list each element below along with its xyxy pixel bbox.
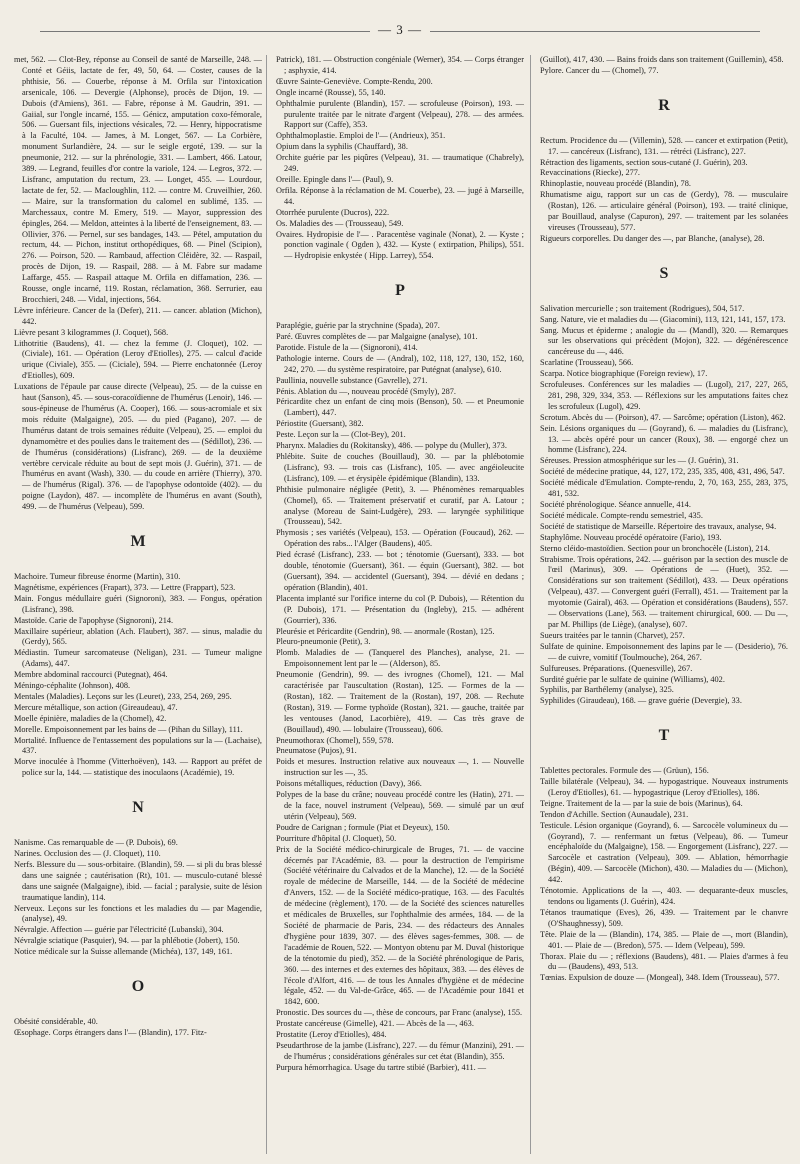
index-entry: Paraplégie, guérie par la strychnine (Spada), 207. — [276, 321, 440, 331]
index-entry: Lièvre pesant 3 kilogrammes (J. Coquet), 568. — [14, 327, 169, 337]
index-entry: Main. Fongus médullaire guéri (Signoroni), 383. — Fongus, opération (Lisfranc), 398. — [14, 593, 262, 614]
index-entry: Pneumonie (Gendrin), 99. — des ivrognes (Chomel), 121. — Mal caractérisée par l'auscultation (Rostan), 125. — Formes de la — (Rostan), 182. — Traitement de la (Rostan), 197, 208. — Rechute (Rostan), 319. — Forme typhoïde (Rostan), 321. — gauche, traitée par les ventouses (Janod, Lacorbière), 419. — Cas très grave de (Bouillaud), 490. — lobulaire (Trousseau), 606. — [276, 670, 524, 734]
index-column-2 — [276, 55, 524, 1158]
index-entry: Strabisme. Trois opérations, 242. — guérison par la section des muscle de l'œil (Marinus), 309. — Opérations de — (Huet), 352. — Considérations sur son traitement (Sédillot), 433. — Deux opérations (Velpeau), 437. — Convergent guéri (Ferrall), 451. — Traitement par la myotomie (Gairal), 463. — Opération et considérations (Baudens), 557. — Observations (Lane), 563. — traitement chirurgical, 600. — Du —, par M. Phillips (de Liège), (analyse), 607. — [540, 554, 788, 629]
index-entry: Thorax. Plaie du — ; réflexions (Baudens), 481. — Plaies d'armes à feu du — (Baudens), 493, 513. — [540, 951, 788, 972]
index-entry: Pourriture d'hôpital (J. Cloquet), 50. — [276, 833, 397, 843]
page-header — [0, 22, 800, 38]
index-entry: Purpura hémorrhagica. Usage du tartre stibié (Barbier), 411. — — [276, 1062, 487, 1072]
index-entry: Tendon d'Achille. Section (Aunaudale), 231. — [540, 809, 689, 819]
index-entry: Société de médecine pratique, 44, 127, 172, 235, 335, 408, 431, 496, 547. — [540, 467, 785, 477]
index-entry: Médiastin. Tumeur sarcomateuse (Neligan), 231. — Tumeur maligne (Adams), 447. — [14, 648, 262, 669]
index-entry: Nanisme. Cas remarquable de — (P. Dubois), 69. — [14, 838, 178, 848]
index-entry: Scrofuleuses. Conférences sur les maladies — (Lugol), 217, 227, 265, 281, 298, 329, 334, 353. — Réflexions sur les amputations faites chez les scrofuleux (Lugol), 429. — [540, 380, 788, 411]
index-entry: Société médicale d'Emulation. Compte-rendu, 2, 70, 163, 255, 283, 375, 481, 532. — [540, 478, 788, 499]
index-entry: Prostatite (Leroy d'Etiolles), 484. — [276, 1030, 387, 1040]
index-entry: Otorrhée purulente (Ducros), 222. — [276, 207, 390, 217]
index-entry: Sulfate de quinine. Empoisonnement des lapins par le — (Desiderio), 76. — de cuivre, vomitif (Toulmouche), 264, 267. — [540, 641, 788, 662]
index-entry: Sein. Lésions organiques du — (Goyrand), 6. — maladies du (Lisfranc), 13. — abcès opéré pour un cancer (Roux), 38. — engorgé chez un homme (Lisfranc), 224. — [540, 423, 788, 455]
index-entry: Pronostic. Des sources du —, thèse de concours, par Franc (analyse), 155. — [276, 1008, 523, 1018]
index-entry: (Guillot), 417, 430. — Bains froids dans son traitement (Guillemin), 458. — [540, 55, 784, 64]
index-entry: Peste. Leçon sur la — (Clot-Bey), 201. — [276, 430, 406, 440]
index-entry: Pleuro-pneumonie (Petit), 3. — [276, 637, 371, 647]
index-entry: Testicule. Lésion organique (Goyrand), 6. — Sarcocèle volumineux du — (Goyrand), 7. — renfermant un fœtus (Velpeau), 86. — Tumeur encéphaloïde du (Malgaigne), 158. — Engorgement (Lisfranc), 227. — Sarcocèle et castration (Velpeau), 309. — Ablation, hémorrhagie (Bégin), 409. — Sarcocèle (Michon), 430. — Maladies du — (Michon), 442. — [540, 820, 788, 885]
index-entry: Moelle épinière, maladies de la (Chomel), 42. — [14, 713, 167, 723]
index-entry: Plomb. Maladies de — (Tanquerel des Planches), analyse, 21. — Empoisonnement lent par le — (Alderson), 85. — [276, 648, 524, 669]
section-letter-p: P — [395, 282, 405, 300]
section-letter-m: M — [130, 533, 146, 551]
column-divider-2 — [530, 55, 531, 1154]
index-entry: Scrotum. Abcès du — (Poirson), 47. — Sarcôme; opération (Liston), 462. — [540, 412, 786, 422]
column-divider-1 — [266, 55, 267, 1154]
index-entry: Ovaires. Hydropisie de l'— . Paracentèse vaginale (Nonat), 2. — Kyste ; ponction vaginale ( Ogden ), 432. — Kyste ( extirpation, Philips), 551. — Hydropisie enkystée ( Hipp. Larrey), 554. — [276, 229, 524, 261]
header-rule-left — [40, 31, 370, 32]
index-entry: Poids et mesures. Instruction relative aux nouveaux —, 1. — Nouvelle instruction sur les —, 35. — [276, 757, 524, 778]
index-entry: Rétraction des ligaments, section sous-cutané (J. Guérin), 203. — [540, 157, 748, 167]
index-entry: Mastoïde. Carie de l'apophyse (Signoroni), 214. — [14, 615, 174, 625]
index-entry: Société phrénologique. Séance annuelle, 414. — [540, 500, 691, 509]
index-entry: Salivation mercurielle ; son traitement (Rodrigues), 504, 517. — [540, 303, 745, 313]
page-number: — 3 — — [378, 22, 422, 37]
index-entry: Méningo-céphalite (Johnson), 408. — [14, 681, 131, 691]
index-entry: Sang. Nature, vie et maladies du — (Giacomini), 113, 121, 141, 157, 173. — [540, 314, 786, 324]
index-entry: Staphylôme. Nouveau procédé opératoire (Fario), 193. — [540, 532, 722, 542]
index-entry: Ténotomie. Applications de la —, 403. — dequarante-deux muscles, tendons ou ligaments (J. Guérin), 424. — [540, 886, 788, 906]
index-entry: Rhumatisme aigu, rapport sur un cas de (Gerdy), 78. — musculaire (Rostan), 126. — articulaire général (Poirson), 193. — traité clinique, par Bouillaud, analyse (Capuron), 297. — traitement par les solanées vireuses (Trousseau), 577. — [540, 190, 788, 232]
index-entry: Ongle incarné (Rousse), 55, 140. — [276, 87, 386, 97]
index-entry: Notice médicale sur la Suisse allemande (Michéa), 137, 149, 161. — [14, 947, 233, 957]
index-entry: Os. Maladies des — (Trousseau), 549. — [276, 218, 404, 228]
index-entry: Pharynx. Maladies du (Rokitansky), 486. — polype du (Muller), 373. — [276, 441, 507, 451]
index-entry: Sulfureuses. Préparations. (Quenesville), 267. — [540, 663, 693, 673]
index-entry: Surdité guérie par le sulfate de quinine (Williams), 402. — [540, 674, 725, 684]
index-entry: Tête. Plaie de la — (Blandin), 174, 385. — Plaie de —, mort (Blandin), 401. — Plaie de — (Bredon), 575. — Idem (Velpeau), 599. — [540, 929, 788, 950]
section-letter-n: N — [132, 799, 144, 817]
index-entry: Œsophage. Corps étrangers dans l'— (Blandin), 177. Fitz- — [14, 1027, 207, 1037]
index-entry: Pleurésie et Péricardite (Gendrin), 98. — anormale (Rostan), 125. — [276, 626, 495, 636]
index-entry: Pneumothorax (Chomel), 559, 578. — [276, 735, 394, 745]
index-entry: Membre abdominal raccourci (Putegnat), 464. — [14, 670, 168, 680]
section-letter-r: R — [658, 96, 670, 114]
index-entry: Obésité considérable, 40. — [14, 1016, 98, 1026]
index-entry: Luxations de l'épaule par cause directe (Velpeau), 25. — de la cuisse en haut (Sanson), 45. — sous-coracoïdienne de l'humérus (Lenoir), 146. — sous-épineuse de l'humérus (A. Cooper), 166. — sous-acromiale et six mois réduite (Malgaigne), 205. — du pied (Pagano), 207. — de l'humérus datant de trois semaines réduite (Velpeau), 25. — emploi du dynamomètre et des poulies dans le traitement des — (Sédillot), 236. — de l'humérus (considérations) (Lisfranc), 269. — de la deuxième vertèbre cervicale réduite au bout de sept mois (J. Guérin), 371. — de l'humérus en avant (Wash), 330. — du coude en arrière (Thierry), 370. — de l'humérus (Rigal). 376. — de l'apophyse odontoïde (402). — du poigne (Laydon), 487. — incomplète de l'humérus en avant (South), 499. — de l'humérus (Velpeau), 599. — [14, 382, 262, 512]
section-letter-t: T — [658, 727, 670, 745]
index-entry: Taille bilatérale (Velpeau), 34. — hypogastrique. Nouveaux instruments (Leroy d'Etiolles), 61. — hypogastrique (Leroy d'Etiolles), 186. — [540, 777, 788, 797]
index-entry: Orchite guérie par les piqûres (Velpeau), 31. — traumatique (Chabrely), 249. — [276, 153, 524, 174]
index-entry: Magnétisme, expériences (Frapart), 373. — Lettre (Frappart), 523. — [14, 582, 236, 592]
index-entry: Pseudarthrose de la jambe (Lisfranc), 227. — du fémur (Manzini), 291. — de l'humérus ; considérations générales sur cet état (Blandin), 355. — [276, 1040, 524, 1061]
index-entry: Pathologie interne. Cours de — (Andral), 102, 118, 127, 130, 152, 160, 242, 270. — du système respiratoire, par Putégnat (analyse), 610. — [276, 353, 524, 374]
index-entry: Rectum. Procidence du — (Villemin), 528. — cancer et extirpation (Petit), 17. — cancéreux (Lisfranc), 131. — rétréci (Lisfranc), 227. — [540, 135, 788, 156]
index-column-3 — [540, 55, 788, 1158]
index-entry: Mercure métallique, son action (Gireaudeau), 47. — [14, 702, 178, 712]
index-entry: Poudre de Carignan ; formule (Piat et Deyeux), 150. — [276, 822, 450, 832]
index-entry: Nerveux. Leçons sur les fonctions et les maladies du — par Magendie, (analyse), 49. — [14, 903, 262, 924]
index-entry: Tétanos traumatique (Eves), 26, 439. — Traitement par le chanvre (O'Shaughnessy), 509. — [540, 907, 788, 928]
index-entry: Prostate cancéreuse (Gimelle), 421. — Abcès de la —, 463. — [276, 1019, 474, 1029]
index-entry: Morelle. Empoisonnement par les bains de — (Pihan du Sillay), 111. — [14, 724, 243, 734]
index-entry: Syphilis, par Barthélemy (analyse), 325. — [540, 685, 674, 695]
index-entry: Séreuses. Pression atmosphérique sur les — (J. Guérin), 31. — [540, 456, 739, 466]
index-entry: Morve inoculée à l'homme (Vitterhoëven), 143. — Rapport au préfet de police sur la, 144. — statistique des inoculaons (Académie), 19. — [14, 757, 262, 778]
index-entry: Sterno cléido-mastoïdien. Section pour un bronchocèle (Liston), 214. — [540, 543, 770, 553]
index-entry: Phymosis ; ses variétés (Velpeau), 153. — Opération (Foucaud), 262. — Opération des rabs... l'Alger (Baudens), 405. — [276, 528, 524, 549]
index-column-1 — [14, 55, 262, 1158]
index-entry: Sang. Mucus et épiderme ; analogie du — (Mandl), 320. — Remarques sur les observations qui précèdent (Mojon), 322. — dégénérescence cancéreuse du —, 446. — [540, 325, 788, 357]
index-entry: Maxillaire supérieur, ablation (Ach. Flaubert), 387. — sinus, maladie du (Gerdy), 565. — [14, 626, 262, 647]
index-entry: Patrick), 181. — Obstruction congéniale (Werner), 354. — Corps étranger ; asphyxie, 414. — [276, 55, 524, 75]
index-entry: Ophthalmie purulente (Blandin), 157. — scrofuleuse (Poirson), 193. — purulente traitée par le nitrate d'argent (Velpeau), 278. — des armées. Rapport sur (Caffe), 353. — [276, 98, 524, 130]
index-entry: Lèvre inférieure. Cancer de la (Defer), 211. — cancer. ablation (Michon), 442. — [14, 305, 262, 326]
index-entry: Polypes de la base du crâne; nouveau procédé contre les (Hatin), 271. — de la face, nouvel instrument (Velpeau), 569. — simulé par un œuf utérin (Velpeau), 569. — [276, 790, 524, 821]
index-entry: Phthisie pulmonaire négligée (Petit), 3. — Phénomènes remarquables (Chomel), 65. — Traitement préservatif et curatif, par A. Latour ; analyse (Moreau de Saint-Ludgère), 293. — laryngée syphilitique (Trousseau), 542. — [276, 484, 524, 527]
index-entry: Tœnias. Expulsion de douze — (Mongeal), 348. Idem (Trousseau), 577. — [540, 973, 780, 983]
index-entry: Névralgie. Affection — guérie par l'électricité (Lubanski), 304. — [14, 925, 224, 935]
index-entry: Mentales (Maladies). Leçons sur les (Leuret), 233, 254, 269, 295. — [14, 691, 232, 701]
index-entry: Paullinia, nouvelle substance (Gavrelle), 271. — [276, 375, 428, 385]
section-letter-o: O — [131, 978, 145, 996]
index-entry: Œuvre Sainte-Geneviève. Compte-Rendu, 200. — [276, 76, 433, 86]
index-entry: met, 562. — Clot-Bey, réponse au Conseil de santé de Marseille, 248. — Conté et Géiis, lactate de fer, 49, 50, 64. — Coster, causes de la phthisie, 56. — Couerbe, réponse à M. Orfila sur l'intoxication arsenicale, 106. — Devergie (Alphonse), procès de Dijon, 19. — Dubois (d'Amiens), 361. — Fabre, réponse à M. Gaudrin, 391. — Gaiial, sur l'ongle incarné, 155. — Génicz, amputation coxo-fémorale, 506. — Guersant fils, injections vésicales, 72. — Henry, hippocratisme à la Faculté, 104. — James, à M. Longet, 567. — La Corbière, monument Surlandière, 24. — sur le seigle ergoté, 139. — sur la pneumonie, 212. — sur la phrénologie, 331. — Lambert, 466. Latour, 389. — Legrand, feuilles d'or contre la variole, 124. — Legros, 372. — Lisfranc, amputation du rectum, 23. — Longet, 455. — Lourdour, lactate de fer, 52. — Macloughlin, 112. — contre M. Cruveilhier, 260. — Maire, sur la transformation du calomel en sublimé, 135. — Marchessaux, contre M. Emery, 519. — Mayor, suppression des épingles, 264. — Meldon, atteintes à la liberté de l'enseignement, 83. — Ollivier, 376. — Pernel, sur ses bandages, 143. — Pétel, amputation du rectum, 44. — Pichon, institut orthopédiques, 68. — Pinel (Scipion), 276. — Poirson, 520. — Rambaud, affection Cléidère, 32. — Raspail, procès de Dijon, 19. — Raspail, 288. — à M. Fabre sur madame Laffarge, 455. — Raspail attaque M. Orfila en diffamation, 236. — Rousse, ongle incarné, 119. Rostan, réclamation, 368. Serrurier, eau Brocchieri, 248. — Vidal, injections, 564. — [14, 55, 262, 304]
index-entry: Lithotritie (Baudens), 41. — chez la femme (J. Cloquet), 102. — (Civiale), 161. — Opération (Leroy d'Etiolles), 275. — calcul d'acide urique (Civiale), 355. — (Ciciale), 594. — Pierre enchatonnée (Leroy d'Etiolles), 609. — [14, 338, 262, 381]
index-entry: Syphilides (Giraudeau), 168. — grave guérie (Devergie), 33. — [540, 696, 742, 706]
header-rule-right — [430, 31, 760, 32]
index-entry: Pied écrasé (Lisfranc), 233. — bot ; ténotomie (Guersant), 333. — bot double, ténotomie (Guersant), 361. — équin (Guersant), 382. — bot (Guersant), 394. — accidentel (Guersant), 394. — dévié en dedans ; opération (Blandin), 401. — [276, 550, 524, 592]
index-entry: Pylore. Cancer du — (Chomel), 77. — [540, 65, 659, 75]
index-entry: Tablettes pectorales. Formule des — (Grüun), 156. — [540, 766, 709, 776]
index-entry: Pénis. Ablation du —, nouveau procédé (Smyly), 287. — [276, 386, 456, 396]
index-entry: Oreille. Epingle dans l'— (Paul), 9. — [276, 174, 394, 184]
index-entry: Teigne. Traitement de la — par la suie de bois (Marinus), 64. — [540, 798, 743, 808]
index-entry: Société de statistique de Marseille. Répertoire des travaux, analyse, 94. — [540, 521, 777, 531]
index-entry: Rhinoplastie, nouveau procédé (Blandin), 78. — [540, 179, 691, 189]
index-entry: Mortalité. Influence de l'entassement des populations sur la — (Lachaise), 437. — [14, 735, 262, 756]
index-entry: Périostite (Guersant), 382. — [276, 419, 364, 429]
index-entry: Société médicale. Compte-rendu semestriel, 435. — [540, 510, 703, 520]
index-entry: Pneumatose (Pujos), 91. — [276, 746, 357, 756]
index-entry: Nerfs. Blessure du — sous-orbitaire. (Blandin), 59. — si pli du bras blessé dans une saignée ; cautérisation (Rt), 101. — musculo-cutané blessé dans une saignée (Malgaigne), ibid. — facial ; paralysie, suite de lésion traumatique landin), 114. — [14, 859, 262, 902]
index-entry: Péricardite chez un enfant de cinq mois (Benson), 50. — et Pneumonie (Lambert), 447. — [276, 397, 524, 418]
index-entry: Phlébite. Suite de couches (Bouillaud), 30. — par la phlébotomie (Lisfranc), 93. — trois cas (Lisfranc), 105. — avec angéioleucite (Lisfranc), 109. — et érysipèle épidémique (Blandin), 133. — [276, 452, 524, 483]
index-entry: Paré. Œuvres complètes de — par Malgaigne (analyse), 101. — [276, 332, 478, 342]
index-entry: Machoire. Tumeur fibreuse énorme (Martin), 310. — [14, 571, 181, 581]
index-entry: Opium dans la syphilis (Chauffard), 38. — [276, 142, 408, 152]
index-entry: Narines. Occlusion des — (J. Cloquet), 110. — [14, 849, 161, 858]
index-entry: Revaccinations (Riecke), 277. — [540, 168, 640, 178]
section-letter-s: S — [659, 264, 669, 282]
index-entry: Scarlatine (Trousseau), 566. — [540, 358, 634, 368]
index-entry: Ophthalmoplastie. Emploi de l'— (Andrieux), 351. — [276, 131, 446, 141]
index-entry: Poisons métalliques, réduction (Davy), 366. — [276, 779, 422, 789]
index-entry: Scarpa. Notice biographique (Foreign review), 17. — [540, 369, 708, 379]
index-entry: Orfila. Réponse à la réclamation de M. Couerbe), 23. — jugé à Marseille, 44. — [276, 185, 524, 206]
index-entry: Sueurs traitées par le tannin (Charvet), 257. — [540, 630, 685, 640]
index-entry: Parotide. Fistule de la — (Signoroni), 414. — [276, 342, 418, 352]
index-entry: Névralgie sciatique (Pasquier), 94. — par la phlébotie (Jobert), 150. — [14, 936, 240, 946]
index-entry: Rigueurs corporelles. Du danger des —, par Blanche, (analyse), 28. — [540, 233, 765, 243]
index-entry: Prix de la Société médico-chirurgicale de Bruges, 71. — de vaccine décernés par l'Académie, 83. — pour la destruction de l'empirisme (Société vétérinaire du Calvados et de la Manche), 12. — de la Société royale de médecine de Marseille, 144. — de la Société de médecine d'Anvers, 152. — de la Société médico-pratique, 163. — des Facultés de médecine (règlement), 170. — de la Société des sciences naturelles et médicales de Bruxelles, sur l'ophthalmie des armées, 184. — de la Société de pharmacie de Paris, 234. — des rédacteurs des Annales d'hygiène pour 1839, 307. — des élèves sages-femmes, 308. — de l'académie de Rouen, 522. — Montyon obtenu par M. Duval (historique de la ténotomie du pied), 352. — de la Société phrénologique de Paris, 360. — des internes et des externes des hôpitaux, 383. — des élèves de l'école d'Alfort, 416. — de tous les Annales d'hygiène et de médecine légale, 452. — du Val-de-Grâce, 465. — de l'Académie pour 1841 et 1842, 600. — [276, 844, 524, 1007]
index-entry: Placenta implanté sur l'orifice interne du col (P. Dubois), — Rétention du (P. Dubois), 171. — Présentation du (Ingleby), 215. — adhérent (Gourrier), 336. — [276, 593, 524, 625]
